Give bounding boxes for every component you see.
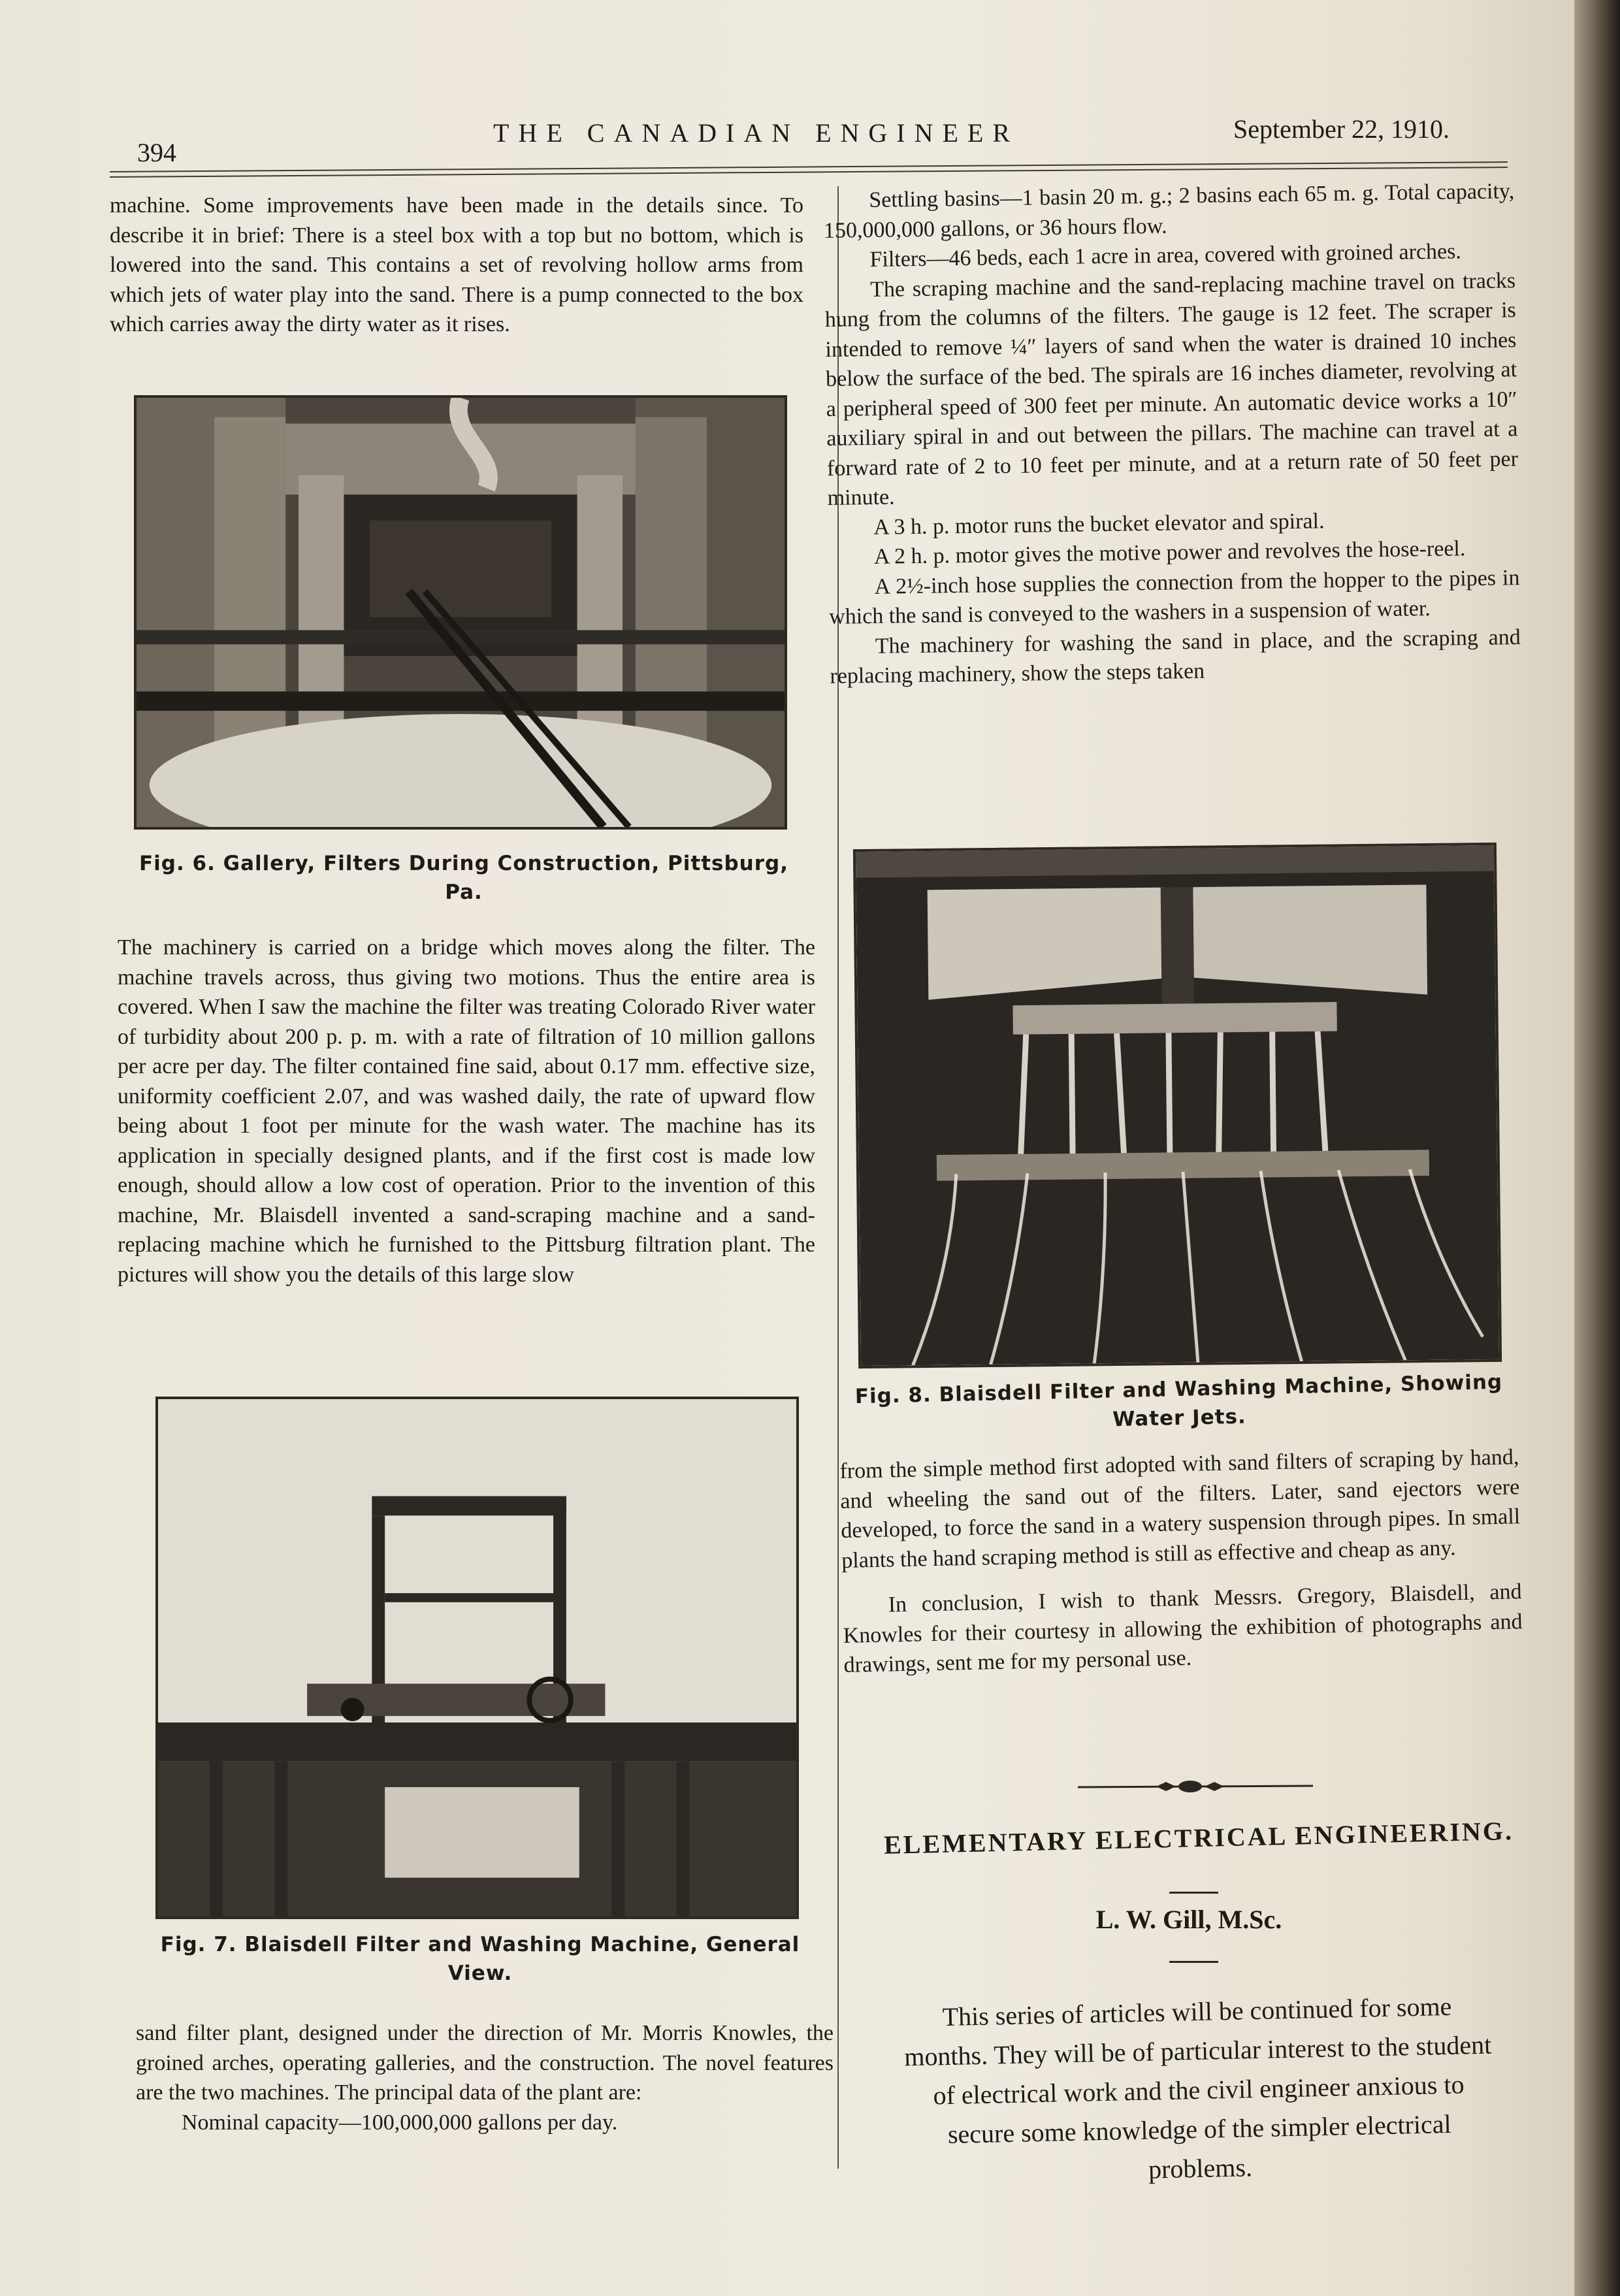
left-column-bottom-paragraph [136, 2018, 834, 2137]
paragraph-hose: A 2½-inch hose supplies the connection from the hopper to the pipes in which the sand is conveyed to the washers in a suspension of water. [828, 565, 1520, 629]
author-name: L. W. Gill, M.Sc. [1095, 1905, 1282, 1934]
paragraph-scraping-machine: The scraping machine and the sand-replacing machine travel on tracks hung from the columns of the filters. The gauge is 12 feet. The scraper is intended to remove ¼″ layers of sand when the water is drained 10 inches below the surface of the bed. The spirals are 16 inches diameter, revolving at a peripheral speed of 300 feet per minute. An automatic device works a 10″ auxiliary spiral in and out between the pillars. The machine can travel at a forward rate of 2 to 10 feet per minute, and at a return rate of 50 feet per minute. [824, 268, 1519, 510]
paragraph-conclusion: In conclusion, I wish to thank Messrs. Gregory, Blaisdell, and Knowles for their courtesy in allowing the exhibition of photographs and drawings, sent me for my personal use. [843, 1579, 1523, 1677]
intro-text: This series of articles will be continued for some months. They will be of particular interest to the student of electrical work and the civil engineer anxious to secure some knowledge of the simpler electrical problems. [903, 1991, 1492, 2184]
right-column-after-figure [839, 1442, 1523, 1680]
ornament-divider-icon [1078, 1777, 1313, 1796]
page-number: 394 [137, 138, 176, 167]
paragraph: The machinery is carried on a bridge which moves along the filter. The machine travels across, thus giving two motions. Thus the entire area is covered. When I saw the machine the filter was treating Colorado River water of turbidity about 200 p. p. m. with a rate of filtration of 10 million gallons per acre per day. The filter contained fine said, about 0.17 mm. effective size, uniformity coefficient 2.07, and was washed daily, the rate of upward flow being about 1 foot per minute for the wash water. The machine has its application in specially designed plants, and if the first cost is made low enough, should allow a low cost of operation. Prior to the invention of this machine, Mr. Blaisdell invented a sand-scraping machine and a sand-replacing machine which he furnished to the Pittsburg filtration plant. The pictures will show you the details of this large slow [118, 935, 815, 1287]
fig6-gallery-photo-icon [134, 395, 787, 830]
plant-data-line: Nominal capacity—100,000,000 gallons per day. [182, 2110, 618, 2135]
title-rule [1169, 1892, 1218, 1894]
issue-date: September 22, 1910. [1233, 114, 1450, 144]
fig8-caption: Fig. 8. Blaisdell Filter and Washing Machine, Showing Water Jets. [854, 1370, 1503, 1432]
paragraph-methods: from the simple method first adopted with sand filters of scraping by hand, and wheeling the sand out of the filters. Later, sand ejectors were developed, to force the sand in a watery suspension through pipes. In small plants the hand scraping method is still as effective and cheap as any. [839, 1445, 1521, 1573]
left-column-top-paragraph [110, 191, 803, 340]
fig7-caption: Fig. 7. Blaisdell Filter and Washing Machine, General View. [160, 1933, 800, 1985]
paragraph-settling: Settling basins—1 basin 20 m. g.; 2 basins each 65 m. g. Total capacity, 150,000,000 gallons, or 36 hours flow. [823, 179, 1515, 243]
section-title: ELEMENTARY ELECTRICAL ENGINEERING. [883, 1816, 1514, 1860]
paragraph: machine. Some improvements have been made in the details since. To describe it in brief: There is a steel box with a top but no bottom, which is lowered into the sand. This contains a set of revolving hollow arms from which jets of water play into the sand. There is a pump connected to the box which carries away the dirty water as it rises. [110, 193, 803, 336]
paragraph-motor-3hp: A 3 h. p. motor runs the bucket elevator and spiral. [873, 508, 1325, 540]
fig8-water-jets-photo-icon [853, 843, 1502, 1368]
paragraph-motor-2hp: A 2 h. p. motor gives the motive power and revolves the hose-reel. [873, 536, 1466, 569]
series-intro [903, 1986, 1495, 2195]
page-header [0, 105, 1587, 176]
author-rule [1169, 1961, 1218, 1963]
paragraph-filters: Filters—46 beds, each 1 acre in area, covered with groined arches. [869, 239, 1462, 272]
book-spine-shadow [1574, 0, 1620, 2296]
left-column-middle-paragraph [118, 933, 815, 1289]
journal-title: THE CANADIAN ENGINEER [493, 118, 1020, 148]
paragraph-washing: The machinery for washing the sand in place, and the scraping and replacing machinery, show the steps taken [830, 624, 1521, 688]
fig7-filter-machine-photo-icon [155, 1397, 799, 1919]
fig6-caption: Fig. 6. Gallery, Filters During Construction, Pittsburg, Pa. [138, 852, 789, 904]
paragraph: sand filter plant, designed under the direction of Mr. Morris Knowles, the groined arches, operating galleries, and the construction. The novel features are the two machines. The principal data of the plant are: [136, 2021, 834, 2105]
right-column-top-text [823, 176, 1521, 691]
